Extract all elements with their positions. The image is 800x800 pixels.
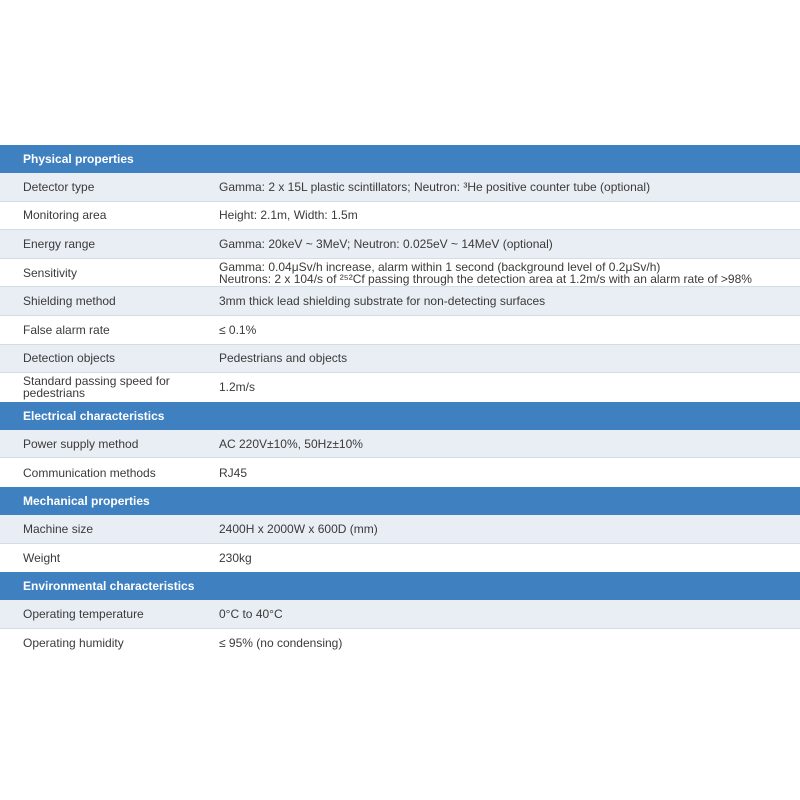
spec-label: Operating humidity <box>23 636 124 651</box>
spec-label: Machine size <box>23 521 94 536</box>
spec-row <box>0 458 800 487</box>
spec-value <box>219 552 252 564</box>
spec-row <box>0 230 800 259</box>
spec-value-line: Gamma: 0.04μSv/h increase, alarm within 1 second (background level of 0.2μSv/h) <box>219 259 661 274</box>
spec-value-line: 1.2m/s <box>219 380 256 395</box>
spec-label: Shielding method <box>23 294 116 309</box>
spec-row <box>0 600 800 629</box>
spec-row <box>0 173 800 202</box>
spec-value <box>219 295 545 307</box>
spec-value <box>219 523 378 535</box>
spec-row <box>0 316 800 345</box>
spec-label: Weight <box>23 550 61 565</box>
spec-row <box>0 544 800 573</box>
spec-label: Detection objects <box>23 351 116 366</box>
spec-row <box>0 259 800 288</box>
spec-value <box>219 324 256 336</box>
spec-row <box>0 515 800 544</box>
section-header: Mechanical properties <box>0 487 800 515</box>
spec-label: Detector type <box>23 179 95 194</box>
spec-value-line: Pedestrians and objects <box>219 351 348 366</box>
spec-value-line: AC 220V±10%, 50Hz±10% <box>219 436 363 451</box>
spec-row <box>0 345 800 374</box>
spec-value-line: ≤ 0.1% <box>219 322 257 337</box>
spec-value <box>219 261 752 285</box>
spec-value <box>219 637 342 649</box>
spec-value <box>219 438 363 450</box>
spec-value <box>219 381 255 393</box>
spec-value-line: ≤ 95% (no condensing) <box>219 636 343 651</box>
spec-value-line: Neutrons: 2 x 104/s of ²⁵²Cf passing through the detection area at 1.2m/s with an alarm rate of >98% <box>219 271 752 286</box>
spec-label: Standard passing speed for pedestrians <box>23 374 170 401</box>
spec-label: Sensitivity <box>23 265 78 280</box>
spec-value <box>219 181 650 193</box>
spec-value-line: 2400H x 2000W x 600D (mm) <box>219 521 378 536</box>
spec-value-line: Gamma: 2 x 15L plastic scintillators; Neutron: ³He positive counter tube (optional) <box>219 179 651 194</box>
spec-value <box>219 238 553 250</box>
spec-value <box>219 209 358 221</box>
spec-label: Monitoring area <box>23 208 107 223</box>
spec-label: Operating temperature <box>23 606 144 621</box>
spec-value <box>219 352 347 364</box>
spec-label: Communication methods <box>23 465 156 480</box>
spec-value-line: Gamma: 20keV ~ 3MeV; Neutron: 0.025eV ~ 14MeV (optional) <box>219 236 553 251</box>
spec-value-line: 3mm thick lead shielding substrate for non-detecting surfaces <box>219 294 546 309</box>
spec-label: False alarm rate <box>23 322 110 337</box>
spec-value <box>219 608 283 620</box>
spec-label: Power supply method <box>23 436 139 451</box>
section-header: Physical properties <box>0 145 800 173</box>
spec-value <box>219 467 247 479</box>
spec-value-line: 230kg <box>219 550 252 565</box>
spec-value-line: Height: 2.1m, Width: 1.5m <box>219 208 358 223</box>
spec-row <box>0 202 800 231</box>
spec-row <box>0 629 800 658</box>
spec-row <box>0 287 800 316</box>
spec-label: Energy range <box>23 236 96 251</box>
spec-row <box>0 430 800 459</box>
spec-row <box>0 373 800 402</box>
section-header: Electrical characteristics <box>0 402 800 430</box>
spec-value-line: 0°C to 40°C <box>219 606 283 621</box>
section-header: Environmental characteristics <box>0 572 800 600</box>
spec-value-line: RJ45 <box>219 465 248 480</box>
spec-table <box>0 145 800 657</box>
